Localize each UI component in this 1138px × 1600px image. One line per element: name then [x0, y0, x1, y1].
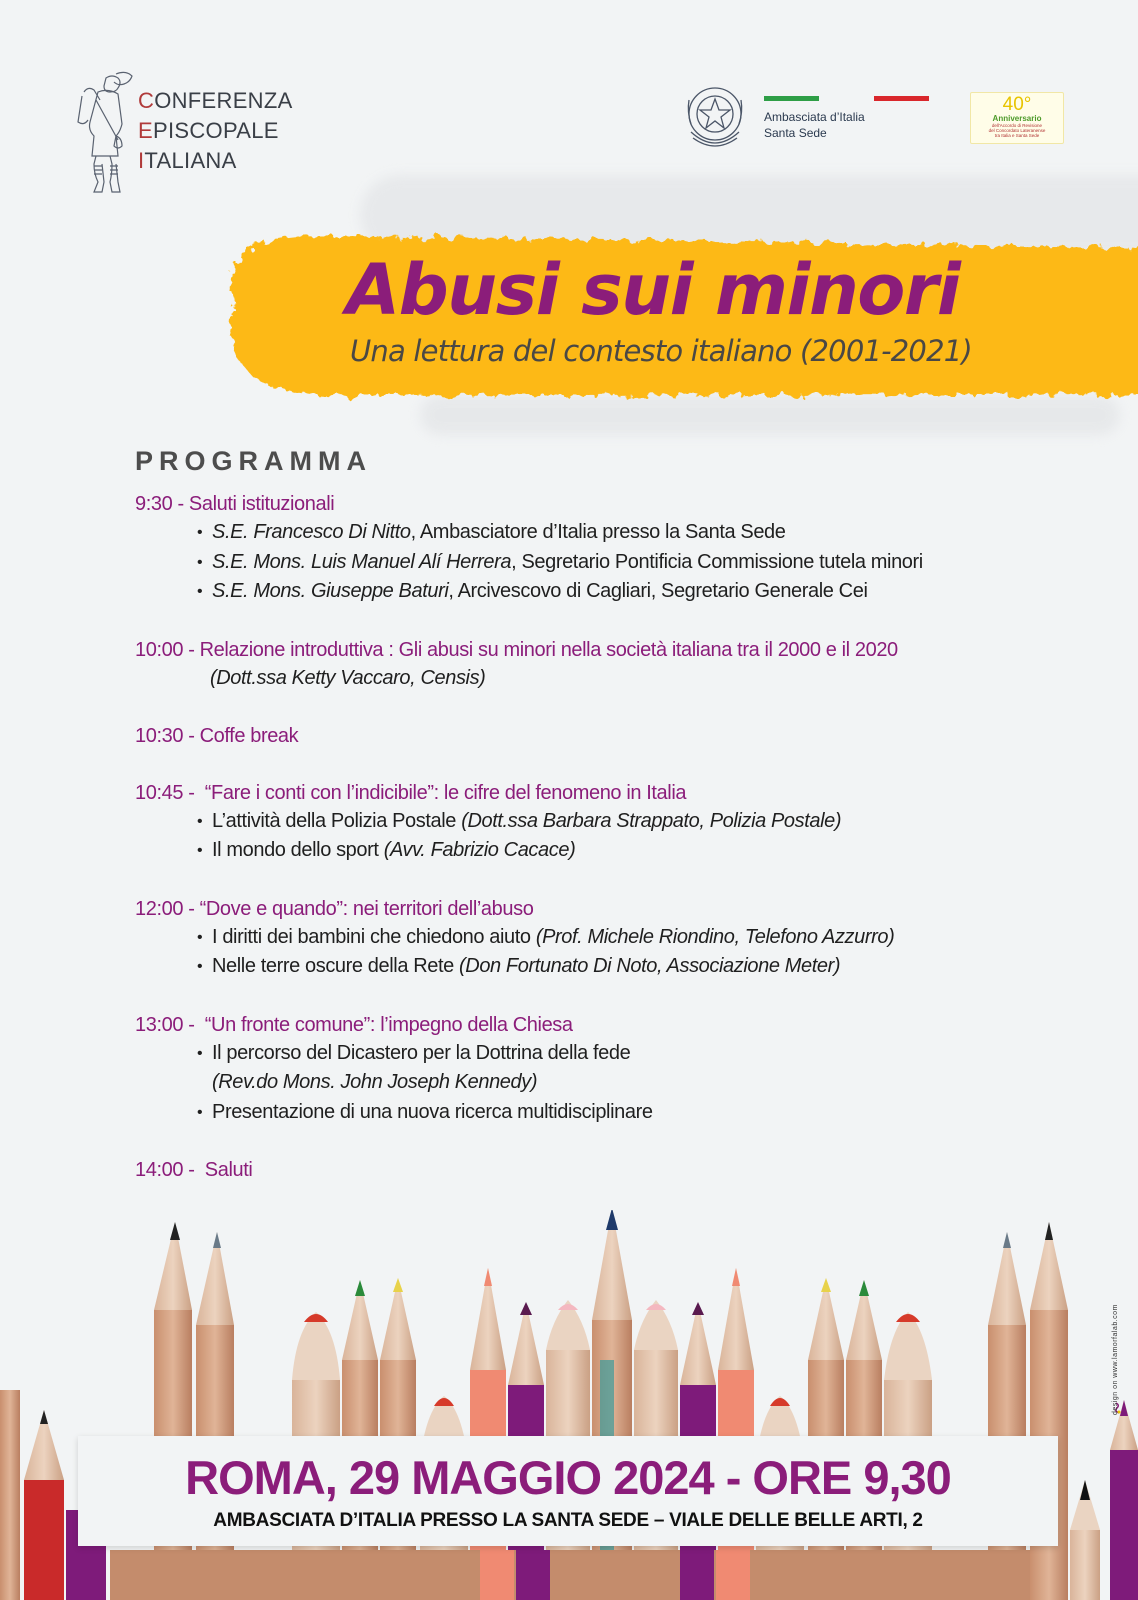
session-heading: 13:00 - “Un fronte comune”: l’impegno della Chiesa	[135, 1013, 573, 1036]
list-item: • Nelle terre oscure della Rete (Don Fortunato Di Noto, Associazione Meter)	[197, 952, 1055, 982]
embassy-name: Ambasciata d’Italia Santa Sede	[764, 110, 865, 140]
italian-republic-emblem-icon	[683, 80, 747, 154]
session-0930	[135, 490, 1055, 607]
session-heading: 10:30 - Coffe break	[135, 724, 299, 747]
page-subtitle: Una lettura del contesto italiano (2001-2021)	[350, 334, 972, 368]
session-1045	[135, 779, 1055, 866]
list-item: • Presentazione di una nuova ricerca multidisciplinare	[197, 1098, 1055, 1128]
session-heading: 10:00 - Relazione introduttiva : Gli abusi su minori nella società italiana tra il 2000 e il 2020	[135, 638, 898, 661]
session-1000	[135, 636, 1055, 693]
list-item: • Il percorso del Dicastero per la Dottrina della fede (Rev.do Mons. John Joseph Kennedy)	[197, 1039, 1055, 1098]
list-item: • L’attività della Polizia Postale (Dott.ssa Barbara Strappato, Polizia Postale)	[197, 807, 1055, 837]
embassy-logo	[764, 94, 934, 144]
session-speaker: (Dott.ssa Ketty Vaccaro, Censis)	[210, 666, 486, 689]
session-items	[135, 923, 1055, 982]
session-items	[135, 807, 1055, 866]
page-title: Abusi sui minori	[346, 249, 960, 331]
cei-line-3: ITALIANA	[138, 148, 237, 173]
event-details-box	[78, 1436, 1058, 1546]
designer-credit: design on www.lamorfalab.com	[1112, 1304, 1119, 1415]
list-item: • S.E. Mons. Giuseppe Baturi, Arcivescovo di Cagliari, Segretario Generale Cei	[197, 577, 1055, 607]
event-date: ROMA, 29 MAGGIO 2024 - ORE 9,30	[185, 1451, 951, 1504]
flag-green-bar	[764, 96, 819, 101]
list-item: • S.E. Francesco Di Nitto, Ambasciatore d’Italia presso la Santa Sede	[197, 518, 1055, 548]
cei-line-2: EPISCOPALE	[138, 118, 279, 143]
cei-logo	[76, 70, 306, 195]
session-items	[135, 518, 1055, 607]
session-1030	[135, 722, 1055, 750]
list-item: • Il mondo dello sport (Avv. Fabrizio Cacace)	[197, 836, 1055, 866]
shepherd-figure-icon	[76, 70, 134, 195]
session-1200	[135, 895, 1055, 982]
list-item: • I diritti dei bambini che chiedono aiuto (Prof. Michele Riondino, Telefono Azzurro)	[197, 923, 1055, 953]
session-heading: 14:00 - Saluti	[135, 1159, 253, 1181]
anniversary-badge: 40° Anniversario dell'Accordo di Revisione del Concordato Lateranense tra Italia e Santa Sede	[970, 92, 1064, 144]
session-heading: 10:45 - “Fare i conti con l’indicibile”: le cifre del fenomeno in Italia	[135, 781, 687, 804]
cei-wordmark	[138, 86, 293, 176]
programme-heading: PROGRAMMA	[135, 446, 372, 476]
cei-line-1: CONFERENZA	[138, 88, 293, 113]
flag-red-bar	[874, 96, 929, 101]
programme-list	[135, 490, 1055, 1213]
session-items	[135, 1039, 1055, 1128]
event-venue: AMBASCIATA D’ITALIA PRESSO LA SANTA SEDE – VIALE DELLE BELLE ARTI, 2	[213, 1510, 923, 1531]
session-heading: 12:00 - “Dove e quando”: nei territori dell’abuso	[135, 897, 534, 920]
list-item: • S.E. Mons. Luis Manuel Alí Herrera, Segretario Pontificia Commissione tutela minori	[197, 548, 1055, 578]
session-1400	[135, 1156, 1055, 1184]
session-1300	[135, 1011, 1055, 1128]
session-heading: 9:30 - Saluti istituzionali	[135, 493, 335, 515]
